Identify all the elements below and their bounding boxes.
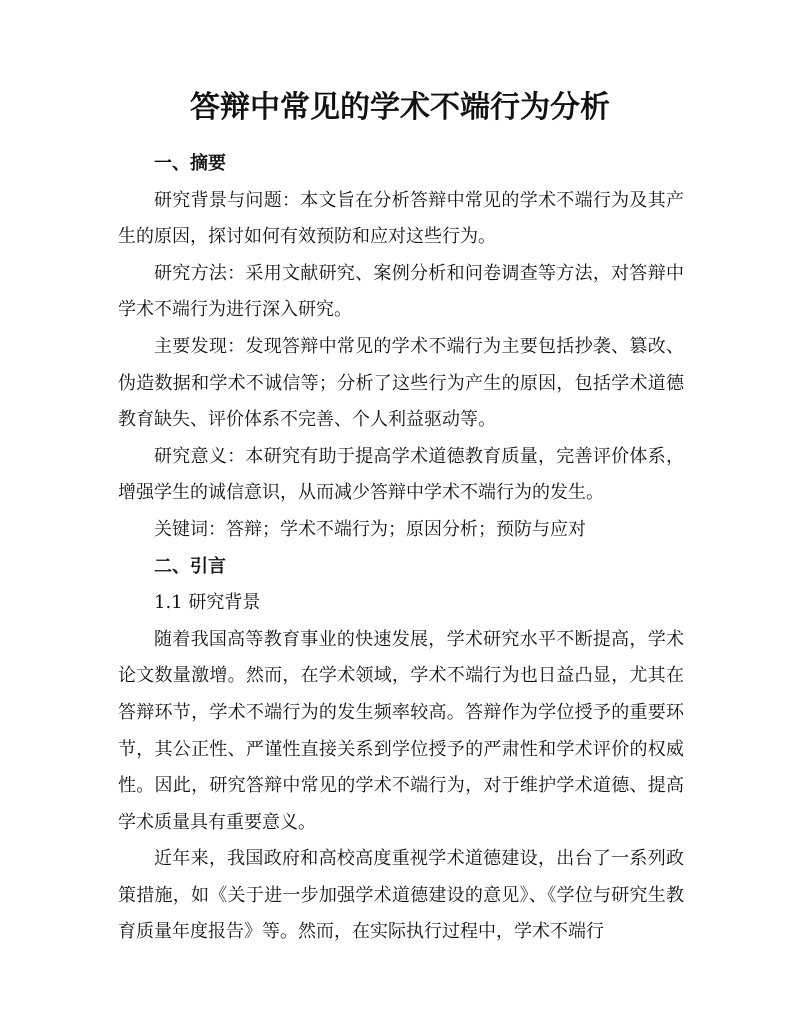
intro-paragraph: 随着我国高等教育事业的快速发展，学术研究水平不断提高，学术论文数量激增。然而，在学术领域，学术不端行为也日益凸显，尤其在答辩环节，学术不端行为的发生频率较高。答辩作为学位授予的重要环节，其公正性、严谨性直接关系到学位授予的严肃性和学术评价的权威性。因此，研究答辩中常见的学术不端行为，对于维护学术道德、提高学术质量具有重要意义。 bbox=[118, 628, 684, 833]
document-title: 答辩中常见的学术不端行为分析 bbox=[190, 90, 610, 125]
intro-paragraph: 近年来，我国政府和高校高度重视学术道德建设，出台了一系列政策措施，如《关于进一步加强学术道德建设的意见》、《学位与研究生教育质量年度报告》等。然而，在实际执行过程中，学术不端行 bbox=[118, 848, 684, 943]
document-body bbox=[118, 146, 684, 951]
abstract-significance-paragraph: 研究意义：本研究有助于提高学术道德教育质量，完善评价体系，增强学生的诚信意识，从而减少答辩中学术不端行为的发生。 bbox=[118, 445, 684, 504]
abstract-methods-paragraph: 研究方法：采用文献研究、案例分析和问卷调查等方法，对答辩中学术不端行为进行深入研究。 bbox=[118, 262, 684, 321]
abstract-background-paragraph: 研究背景与问题：本文旨在分析答辩中常见的学术不端行为及其产生的原因，探讨如何有效预防和应对这些行为。 bbox=[118, 189, 684, 248]
keywords-line: 关键词：答辩；学术不端行为；原因分析；预防与应对 bbox=[154, 518, 586, 540]
subsection-heading: 1.1 研究背景 bbox=[154, 592, 261, 614]
abstract-findings-paragraph: 主要发现：发现答辩中常见的学术不端行为主要包括抄袭、篡改、伪造数据和学术不诚信等；分析了这些行为产生的原因，包括学术道德教育缺失、评价体系不完善、个人利益驱动等。 bbox=[118, 335, 684, 431]
abstract-heading: 一、摘要 bbox=[154, 153, 226, 174]
intro-heading: 二、引言 bbox=[154, 555, 226, 577]
